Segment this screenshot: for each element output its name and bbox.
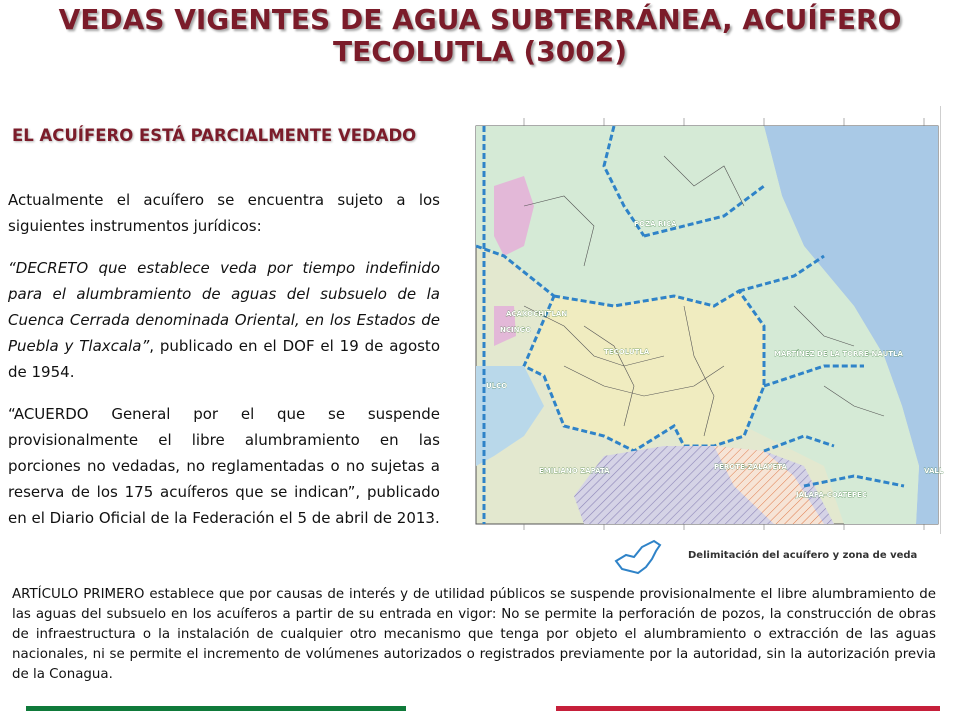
label-emiliano-zapata: EMILIANO ZAPATA: [539, 467, 610, 475]
footer-bar-red: [556, 706, 940, 711]
label-acaxochitlan: ACAXOCHITLAN: [506, 310, 568, 318]
label-apulco: ULCO: [486, 382, 508, 390]
body-text: [8, 187, 440, 547]
label-martinez: MARTÍNEZ DE LA TORRE-NAUTLA: [774, 350, 903, 358]
decreto-publication: , publicado en el DOF el 19 de agosto de 1954.: [8, 337, 440, 381]
decreto-paragraph: [8, 255, 440, 385]
intro-paragraph: Actualmente el acuífero se encuentra sujeto a los siguientes instrumentos jurídicos:: [8, 191, 440, 235]
label-tulancingo: NCINGO: [500, 326, 532, 334]
aquifer-outline-icon: [612, 537, 666, 577]
page-title: VEDAS VIGENTES DE AGUA SUBTERRÁNEA, ACUÍFERO TECOLUTLA (3002): [58, 3, 902, 68]
label-tecolutla: TECOLUTLA: [604, 348, 650, 356]
label-jalapa: JALAPA-COATEPEC: [796, 491, 868, 499]
label-poza-rica: POZA RICA: [634, 220, 677, 228]
decreto-text: “DECRETO que establece veda por tiempo indefinido para el alumbramiento de aguas del subsuelo de la Cuenca Cerrada denominada Oriental, en los Estados de Puebla y Tlaxcala”: [8, 259, 440, 355]
map-caption: Delimitación del acuífero y zona de veda: [688, 550, 918, 561]
acuerdo-paragraph: “ACUERDO General por el que se suspende provisionalmente el libre alumbramiento en las porciones no vedadas, no reglamentadas o no sujetas a reserva de los 175 acuíferos que se indican”, publicado en el Diario Oficial de la Federación el 5 de abril de 2013.: [8, 405, 440, 527]
article-paragraph: ARTÍCULO PRIMERO establece que por causas de interés y de utilidad públicos se suspende provisionalmente el libre alumbramiento de las aguas del subsuelo en los acuíferos a partir de su entrada en vigor: No se permite la perforación de pozos, la construcción de obras de infraestructura o la instalación de cualquier otro mecanismo que tenga por objeto el alumbramiento o extracción de las aguas nacionales, ni se permite el incremento de volúmenes autorizados o registrados previamente por la autoridad, sin la autorización previa de la Conagua.: [12, 587, 936, 682]
label-perote: PEROTE-ZALAYETA: [714, 463, 787, 471]
aquifer-map: [464, 106, 944, 534]
section-subtitle: EL ACUÍFERO ESTÁ PARCIALMENTE VEDADO: [12, 126, 417, 145]
footer-bar-green: [26, 706, 406, 711]
label-valle: VALL: [924, 467, 944, 475]
